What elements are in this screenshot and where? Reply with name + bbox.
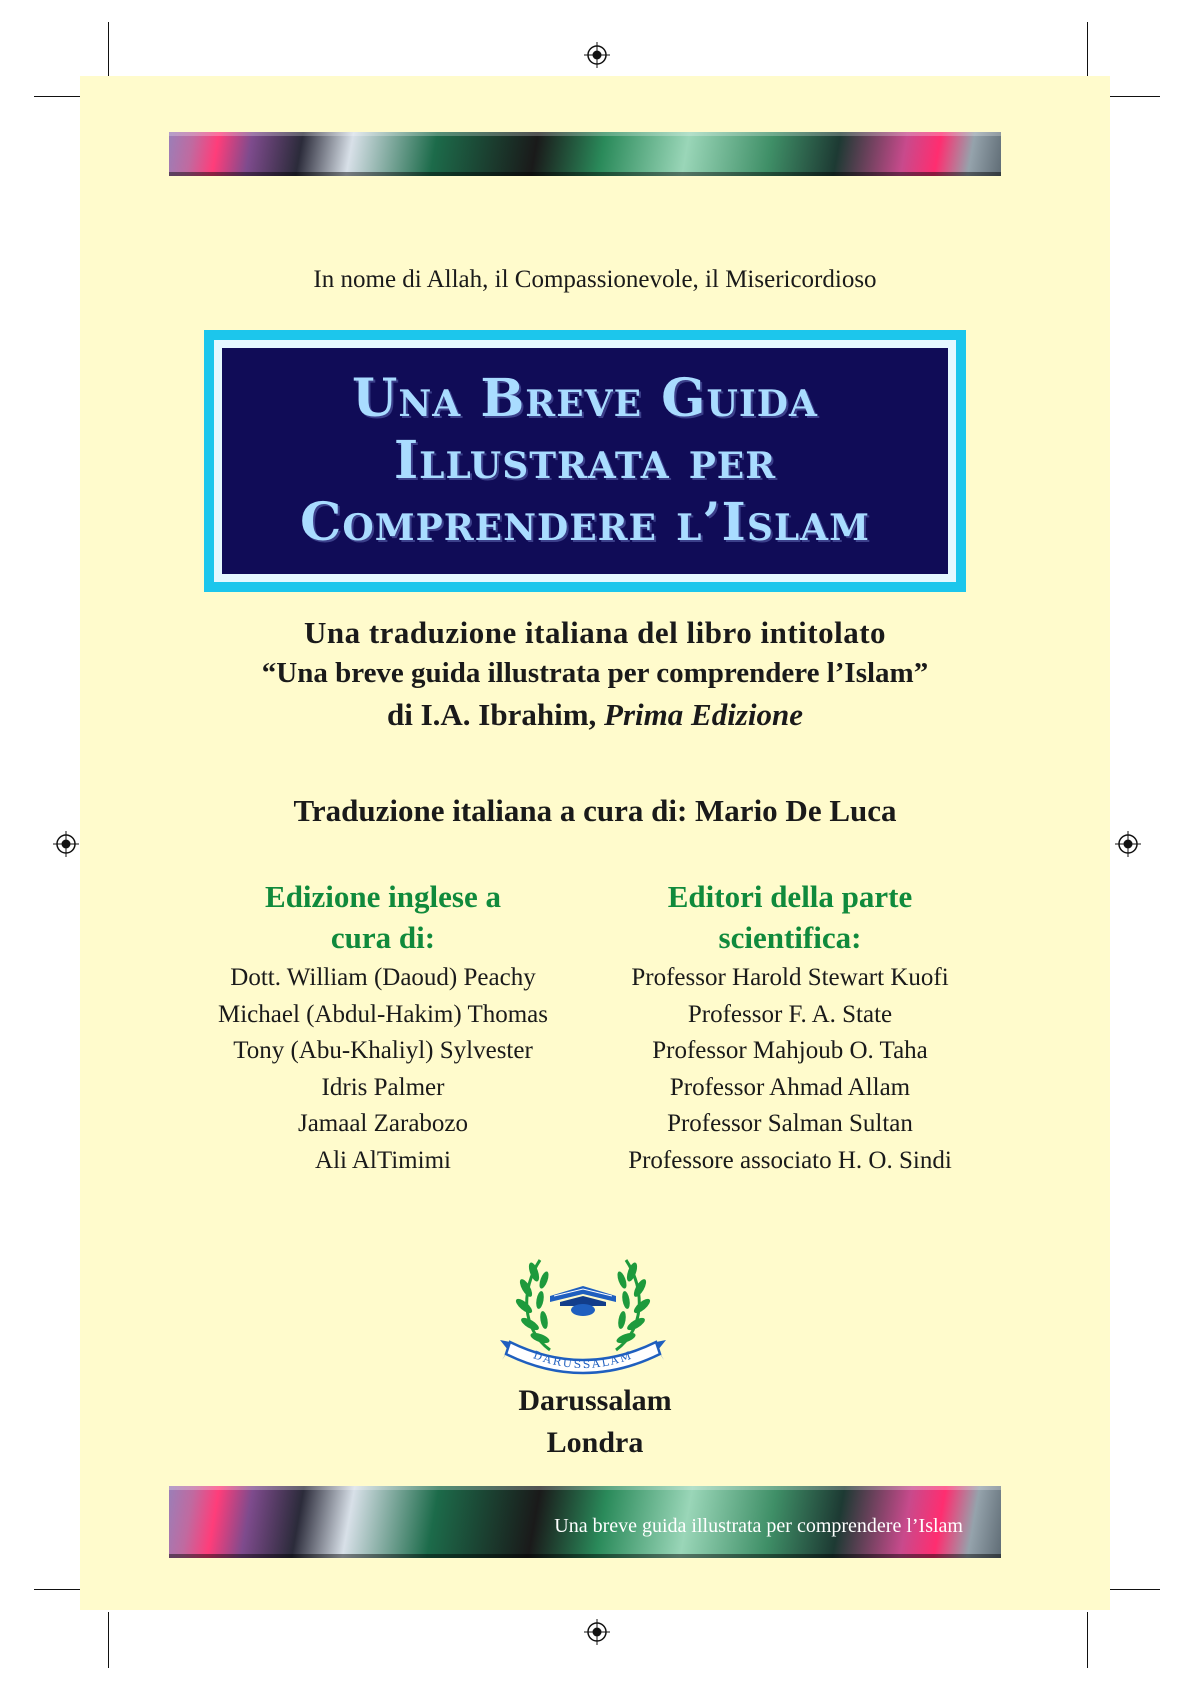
crop-mark (108, 1612, 109, 1668)
heading-line: cura di: (330, 920, 436, 955)
bottom-decorative-bar (169, 1486, 1001, 1558)
edition: Prima Edizione (604, 697, 803, 732)
publisher (80, 1380, 1110, 1464)
scientific-editors-list (575, 960, 1005, 1179)
crop-mark (34, 1589, 84, 1590)
title-frame (214, 340, 956, 582)
crop-mark (1087, 1612, 1088, 1668)
publisher-city: Londra (546, 1426, 644, 1459)
heading-line: Edizione inglese a (265, 879, 501, 914)
crop-mark (108, 22, 109, 78)
title-panel (222, 348, 948, 574)
subtitle (80, 612, 1110, 735)
editor-name: Jamaal Zarabozo (297, 1110, 469, 1137)
subtitle-line: “Una breve guida illustrata per comprendere l’Islam” (261, 657, 929, 689)
editor-name: Professor Salman Sultan (667, 1110, 913, 1137)
subtitle-line: Una traduzione italiana del libro intitolato (303, 615, 887, 650)
registration-mark-icon (53, 831, 79, 857)
scientific-editors-heading (575, 876, 1005, 958)
editor-name: Professor F. A. State (687, 1000, 893, 1028)
crop-mark (34, 96, 84, 97)
registration-mark-icon (584, 1619, 610, 1645)
editor-name: Professore associato H. O. Sindi (628, 1146, 952, 1174)
editor-name: Professor Harold Stewart Kuofi (631, 964, 949, 991)
top-decorative-bar (169, 132, 1001, 176)
crop-mark (1110, 1589, 1160, 1590)
english-edition-column (168, 876, 598, 1179)
editor-name: Professor Mahjoub O. Taha (652, 1037, 928, 1064)
english-editors-list (168, 960, 598, 1179)
editor-name: Tony (Abu-Khaliyl) Sylvester (233, 1037, 533, 1064)
editor-name: Michael (Abdul-Hakim) Thomas (217, 1000, 549, 1028)
heading-line: Editori della parte (667, 879, 913, 914)
logo-ribbon-text: DARUSSALAM (531, 1348, 635, 1372)
editor-name: Ali AlTimimi (315, 1146, 451, 1174)
heading-line: scientifica: (718, 920, 862, 955)
darussalam-logo-icon (500, 1250, 666, 1378)
editor-name: Professor Ahmad Allam (669, 1073, 911, 1101)
editor-name: Idris Palmer (321, 1073, 445, 1101)
running-title: Una breve guida illustrata per comprendere l’Islam (554, 1515, 963, 1537)
basmala: In nome di Allah, il Compassionevole, il Misericordioso (313, 266, 877, 293)
translator-credit: Traduzione italiana a cura di: Mario De Luca (293, 793, 897, 828)
crop-mark (1087, 22, 1088, 78)
publisher-name: Darussalam (518, 1384, 672, 1417)
scientific-editors-column (575, 876, 1005, 1179)
author: di I.A. Ibrahim, (387, 697, 605, 732)
title-line: Una Breve Guida (352, 368, 818, 429)
title-line: Comprendere l’Islam (300, 492, 870, 553)
book-title (300, 368, 870, 554)
title-box (204, 330, 966, 592)
english-edition-heading (168, 876, 598, 958)
crop-mark (1110, 96, 1160, 97)
title-line: Illustrata per (393, 430, 777, 491)
registration-mark-icon (1115, 831, 1141, 857)
subtitle-line (80, 694, 1110, 735)
registration-mark-icon (584, 42, 610, 68)
editor-name: Dott. William (Daoud) Peachy (230, 964, 536, 991)
